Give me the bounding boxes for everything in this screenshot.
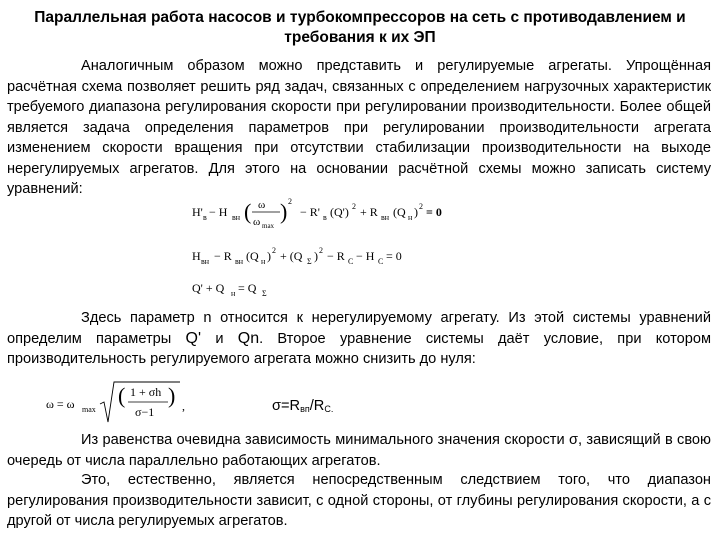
svg-text:C: C bbox=[348, 257, 354, 266]
paragraph-parameters-tail: . Второе уравнение системы даёт условие, при котором производительность регулируемого агрегата можно снизить до нуля: bbox=[7, 330, 711, 367]
svg-text:ω: ω bbox=[258, 199, 266, 211]
omega-formula bbox=[44, 378, 194, 428]
svg-text:вн: вн bbox=[232, 213, 241, 222]
svg-text:− R: − R bbox=[327, 249, 345, 263]
svg-text:max: max bbox=[262, 222, 275, 230]
svg-text:(Q'): (Q') bbox=[330, 205, 349, 219]
paragraph-intro bbox=[7, 56, 711, 200]
sigma-eq: σ=R bbox=[272, 398, 301, 414]
svg-text:= 0: = 0 bbox=[386, 249, 402, 263]
svg-text:вн: вн bbox=[235, 257, 244, 266]
q-prime-symbol: Q' bbox=[185, 329, 202, 347]
paragraph-parameters-text: Здесь параметр n относится к нерегулируемому агрегату. Из этой системы уравнений определим параметры bbox=[7, 310, 711, 347]
svg-text:): ) bbox=[414, 205, 418, 219]
sigma-sub-1: вп bbox=[300, 404, 310, 414]
svg-text:2: 2 bbox=[319, 246, 323, 255]
paragraph-parameters bbox=[7, 308, 711, 370]
svg-text:(Q: (Q bbox=[393, 205, 406, 219]
title-line-2: требования к их ЭП bbox=[284, 29, 436, 46]
svg-text:): ) bbox=[314, 249, 318, 263]
svg-text:2: 2 bbox=[272, 246, 276, 255]
svg-text:1 + σh: 1 + σh bbox=[130, 385, 162, 399]
svg-text:H: H bbox=[192, 249, 201, 263]
svg-text:= 0: = 0 bbox=[426, 205, 442, 219]
svg-text:вн: вн bbox=[201, 257, 210, 266]
eq1-term: H' bbox=[192, 205, 203, 219]
svg-text:): ) bbox=[168, 383, 176, 408]
svg-text:): ) bbox=[280, 199, 288, 224]
sigma-sub-2: С. bbox=[324, 404, 334, 414]
svg-text:− H: − H bbox=[356, 249, 375, 263]
svg-text:в: в bbox=[323, 213, 327, 222]
paragraph-dependence bbox=[7, 430, 711, 471]
svg-text:Q' + Q: Q' + Q bbox=[192, 281, 225, 295]
svg-text:C: C bbox=[378, 257, 384, 266]
svg-text:(: ( bbox=[244, 199, 252, 224]
svg-text:ω: ω bbox=[253, 216, 261, 228]
qn-symbol: Qn bbox=[237, 329, 260, 347]
svg-text:н: н bbox=[408, 213, 413, 222]
svg-text:н: н bbox=[261, 257, 266, 266]
svg-text:Σ: Σ bbox=[262, 289, 267, 298]
svg-text:,: , bbox=[182, 399, 185, 413]
svg-text:+ (Q: + (Q bbox=[280, 249, 303, 263]
svg-text:− H: − H bbox=[209, 205, 228, 219]
sigma-slash: /R bbox=[309, 398, 325, 414]
title-line-1: Параллельная работа насосов и турбокомпрессоров на сеть с противодавлением и bbox=[34, 9, 686, 26]
svg-text:σ−1: σ−1 bbox=[135, 405, 155, 419]
svg-text:− R: − R bbox=[214, 249, 232, 263]
svg-text:max: max bbox=[82, 405, 96, 414]
svg-text:(Q: (Q bbox=[246, 249, 259, 263]
svg-text:): ) bbox=[267, 249, 271, 263]
svg-text:= Q: = Q bbox=[238, 281, 257, 295]
page-title bbox=[10, 8, 710, 48]
svg-text:2: 2 bbox=[352, 202, 356, 211]
paragraph-dependence-text: Из равенства очевидна зависимость минимального значения скорости σ, зависящий в свою очередь от числа параллельно работающих агрегатов. bbox=[7, 432, 711, 469]
svg-text:в: в bbox=[203, 213, 207, 222]
svg-text:2: 2 bbox=[288, 197, 292, 206]
svg-text:+ R: + R bbox=[360, 205, 378, 219]
svg-text:2: 2 bbox=[419, 202, 423, 211]
paragraph-consequence-text: Это, естественно, является непосредственным следствием того, что диапазон регулирования производительности зависит, с одной стороны, от глубины регулирования скорости, а с другой от числа регулируемых агрегатов. bbox=[7, 472, 711, 529]
svg-text:ω = ω: ω = ω bbox=[46, 397, 75, 411]
equation-system bbox=[190, 196, 450, 300]
svg-text:вн: вн bbox=[381, 213, 390, 222]
sigma-formula bbox=[272, 396, 333, 419]
svg-text:Σ: Σ bbox=[307, 257, 312, 266]
paragraph-intro-text: Аналогичным образом можно представить и регулируемые агрегаты. Упрощённая расчётная схема позволяет решить ряд задач, связанных с определением нагрузочных характеристик требуемого диапазона регулирования скорости при регулировании производительности. Более общей является задача определения параметров при регулировании производительности агрегата изменением скорости вращения при отсутствии стабилизации производительности на выходе нерегулируемых агрегатов. Для этого на основании расчётной схемы можно записать систему уравнений: bbox=[7, 58, 711, 197]
svg-text:− R': − R' bbox=[300, 205, 320, 219]
svg-text:н: н bbox=[231, 289, 236, 298]
paragraph-consequence bbox=[7, 470, 711, 532]
and-word: и bbox=[215, 330, 224, 347]
svg-text:(: ( bbox=[118, 383, 126, 408]
